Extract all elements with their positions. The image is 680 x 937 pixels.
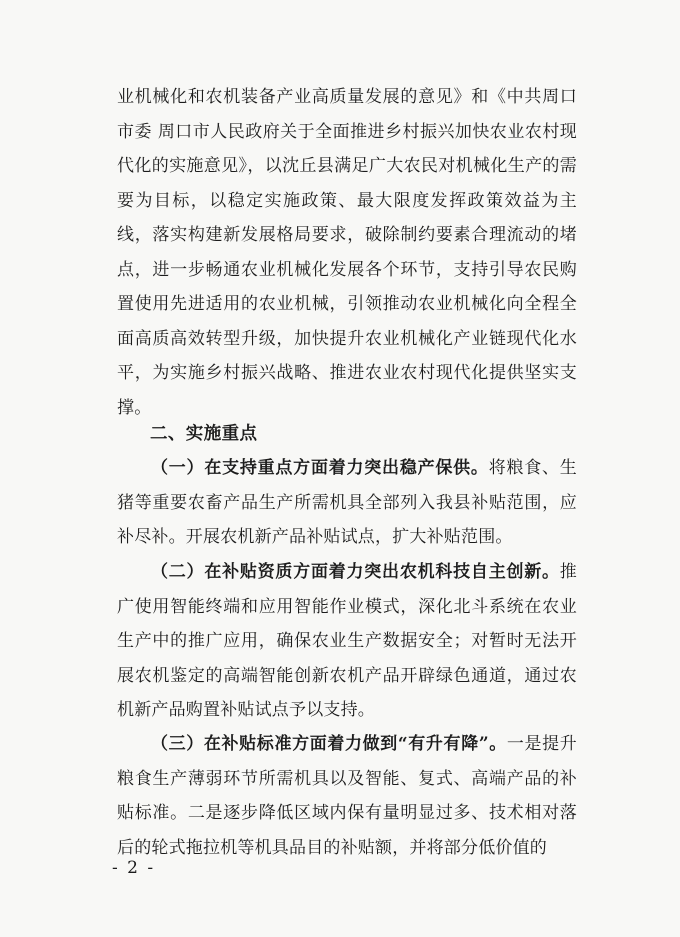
item-paragraph-3 [117,727,577,865]
item-lead-2: （二）在补贴资质方面着力突出农机科技自主创新。 [151,562,560,582]
intro-paragraph: 业机械化和农机装备产业高质量发展的意见》和《中共周口市委 周口市人民政府关于全面推进乡村振兴加快农业农村现代化的实施意见》，以沈丘县满足广大农民对机械化生产的需要为目标，以稳定实施政策、最大限度发挥政策效益为主线，落实构建新发展格局要求，破除制约要素合理流动的堵点，进一步畅通农业机械化发展各个环节，支持引导农民购置使用先进适用的农业机械，引领推动农业机械化向全程全面高质高效转型升级，加快提升农业机械化产业链现代化水平，为实施乡村振兴战略、推进农业农村现代化提供坚实支撑。 [117,87,577,418]
item-body-3: 一是提升粮食生产薄弱环节所需机具以及智能、复式、高端产品的补贴标准。二是逐步降低区域内保有量明显过多、技术相对落后的轮式拖拉机等机具品目的补贴额，并将部分低价值的 [117,734,577,858]
page-number: - 2 - [112,858,156,878]
item-paragraph-1 [117,451,577,555]
section-heading: 二、实施重点 [150,424,258,444]
item-body-1: 将粮食、生猪等重要农畜产品生产所需机具全部列入我县补贴范围，应补尽补。开展农机新产品补贴试点，扩大补贴范围。 [117,458,577,547]
item-paragraph-2 [117,555,577,728]
item-lead-1: （一）在支持重点方面着力突出稳产保供。 [151,458,489,478]
item-body-2: 推广使用智能终端和应用智能作业模式，深化北斗系统在农业生产中的推广应用，确保农业生产数据安全；对暂时无法开展农机鉴定的高端智能创新农机产品开辟绿色通道，通过农机新产品购置补贴试点予以支持。 [117,562,577,720]
item-lead-3: （三）在补贴标准方面着力做到“有升有降”。 [151,734,507,754]
